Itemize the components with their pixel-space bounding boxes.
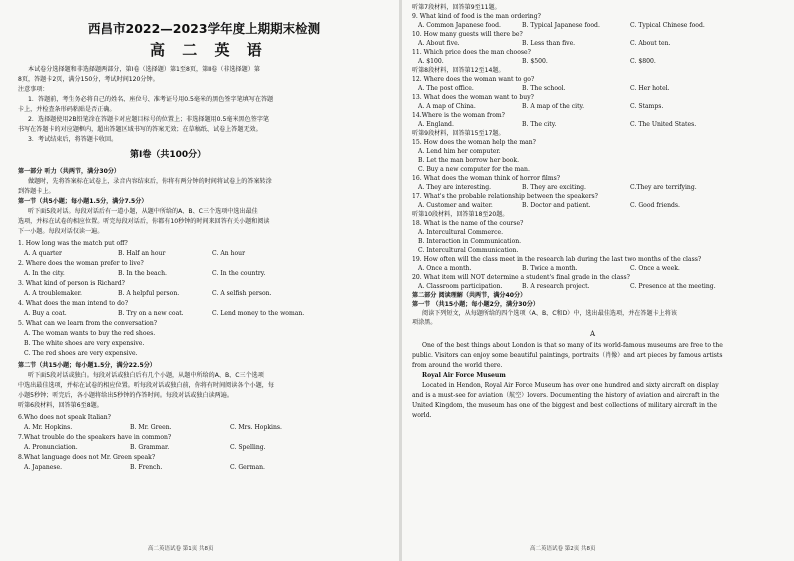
passage-line: One of the best things about London is that so many of its world-famous museums are free to the [422,342,723,349]
sec2-line: 听下面5段对话或独白。每段对话或独白后有几个小题，从题中所给的A、B、C三个选项 [28,372,264,379]
option-c: C. Good friends. [630,202,680,209]
question: 14.Where is the woman from? [412,112,505,119]
option-b: B. Twice a month. [522,265,578,272]
option-a: A. Buy a coat. [24,310,67,317]
instruction-line: 听第7段材料，回答第9至11题。 [412,4,501,11]
option-a: A. Lend him her computer. [418,148,501,155]
option-a: A. Mr. Hopkins. [24,424,73,431]
option-c: C. Mrs. Hopkins. [230,424,282,431]
page-footer: 高二英语试卷 第1页 共8页 [148,546,214,552]
option-a: A. The post office. [418,85,474,92]
option-c: C. Lend money to the woman. [212,310,305,317]
intro-line: 本试卷分选择题和非选择题两部分，第Ⅰ卷（选择题）第1至8页，第Ⅱ卷（非选择题）第 [28,66,260,73]
option-b: B. $500. [522,58,548,65]
option-b: B. The school. [522,85,566,92]
option-c: C. Buy a new computer for the man. [418,166,530,173]
option-c: C. Her hotel. [630,85,670,92]
intro-line: 1．答题前，考生务必将自己的姓名、座位号、准考证号用0.5毫米的黑色签字笔填写在答题 [28,96,274,103]
exam-subject: 高 二 英 语 [150,41,268,59]
part2-sec1-heading: 第一节 （共15小题；每小题2分，满分30分） [412,301,539,308]
question: 17. What's the probable relationship between the speakers? [412,193,598,200]
part1-line: 做题时，先将答案标在试卷上，录音内容结束后，你将有两分钟的时间将试卷上的答案转涂 [28,178,272,185]
option-b: B. Doctor and patient. [522,202,591,209]
part2-instruction: 项涂黑。 [412,319,437,326]
option-c: C. The United States. [630,121,697,128]
sec1-line: 下一小题。每段对话仅读一遍。 [18,228,104,235]
option-c: C. Typical Chinese food. [630,22,705,29]
option-a: A. They are interesting. [418,184,492,191]
instruction-line: 听第9段材料，回答第15至17题。 [412,130,505,137]
option-b: B. Mr. Green. [130,424,172,431]
option-b: B. Typical Japanese food. [522,22,600,29]
intro-line: 8页，答题卡2页，满分150分，考试时间120分钟。 [18,76,159,83]
option-c: C. A selfish person. [212,290,272,297]
option-c: C. In the country. [212,270,266,277]
question: 20. What item will NOT determine a student's final grade in the class? [412,274,630,281]
sec1-line: 选项，并标在试卷的相应位置。听完每段对话后，你都有10秒钟的时间来回答有关小题和阅读 [18,218,270,225]
passage-label: A [590,330,596,338]
option-a: A. $100. [418,58,444,65]
question: 10. How many guests will there be? [412,31,523,38]
option-c: C. An hour [212,250,246,257]
question: 8.What language does not Mr. Green speak? [18,454,156,461]
instruction-line: 听第10段材料，回答第18至20题。 [412,211,509,218]
option-c: C. Intercultural Communication. [418,247,519,254]
question: 16. What does the woman think of horror films? [412,175,561,182]
option-a: A. Common Japanese food. [418,22,501,29]
part2-heading: 第二部分 阅读理解（共两节，满分40分） [412,292,527,299]
question: 5. What can we learn from the conversation? [18,320,158,327]
option-a: A. The woman wants to buy the red shoes. [24,330,156,337]
passage-line: from around the world there. [412,362,503,369]
option-b: B. The white shoes are very expensive. [24,340,145,347]
option-c: C. Spelling. [230,444,266,451]
part1-heading: 第一部分 听力（共两节，满分30分） [18,168,121,175]
option-a: A. Intercultural Commerce. [418,229,504,236]
option-b: B. They are exciting. [522,184,586,191]
option-b: B. A research project. [522,283,590,290]
passage-line: world. [412,412,432,419]
option-b: B. Try on a new coat. [118,310,184,317]
question: 9. What kind of food is the man ordering? [412,13,541,20]
question: 6.Who does not speak Italian? [18,414,111,421]
option-b: B. French. [130,464,163,471]
option-a: A. Japanese. [24,464,63,471]
sec1-heading: 第一节（共5小题；每小题1.5分，满分7.5分） [18,198,148,205]
sec2-line: 听第6段材料，回答第6至8题。 [18,402,103,409]
section-juan1: 第Ⅰ卷（共100分） [130,150,207,160]
page-footer: 高二英语试卷 第2页 共8页 [530,546,596,552]
option-a: A. A quarter [24,250,62,257]
question: 13. What does the woman want to buy? [412,94,534,101]
option-b: B. The city. [522,121,557,128]
option-c: C.They are terrifying. [630,184,697,191]
question: 12. Where does the woman want to go? [412,76,535,83]
sec2-heading: 第二节（共15小题；每小题1.5分，满分22.5分） [18,362,156,369]
option-c: C. Stamps. [630,103,664,110]
option-c: C. German. [230,464,265,471]
sec1-line: 听下面5段对话。每段对话后有一道小题，从题中所给的A、B、C三个选项中选出最佳 [28,208,258,215]
intro-line: 书写在答题卡的对应题框内，超出答题区域书写的答案无效；在草稿纸、试卷上答题无效。 [18,126,262,133]
question: 19. How often will the class meet in the research lab during the last two months of the class? [412,256,702,263]
option-b: B. Grammar. [130,444,170,451]
option-a: A. Classroom participation. [418,283,503,290]
question: 3. What kind of person is Richard? [18,280,125,287]
option-b: B. Less than five. [522,40,576,47]
intro-line: 2．选择题使用2B铅笔涂在答题卡对应题目标号的位置上；非选择题用0.5毫米黑色签字笔 [28,116,270,123]
question: 15. How does the woman help the man? [412,139,536,146]
option-a: A. In the city. [24,270,65,277]
option-b: B. A map of the city. [522,103,585,110]
intro-line: 3．考试结束后，将答题卡收回。 [28,136,118,143]
option-a: A. England. [418,121,454,128]
question: 18. What is the name of the course? [412,220,524,227]
passage-line: and is a must-see for aviation（航空）lovers. Documenting the history of aviation and aircraft in the [412,392,720,399]
option-b: B. Interaction in Communication. [418,238,522,245]
part2-instruction: 阅读下列短文，从每题所给的四个选项（A、B、C和D）中，选出最佳选项，并在答题卡上将该 [422,310,677,317]
option-a: A. About five. [418,40,460,47]
question: 11. Which price does the man choose? [412,49,531,56]
option-c: C. The red shoes are very expensive. [24,350,138,357]
option-a: A. A troublemaker. [24,290,82,297]
option-a: A. Once a month. [418,265,472,272]
option-a: A. Customer and waiter. [418,202,493,209]
question: 1. How long was the match put off? [18,240,128,247]
passage-line: Located in Hendon, Royal Air Force Museum has over one hundred and sixty aircraft on display [422,382,719,389]
option-a: A. Pronunciation. [24,444,78,451]
passage-heading: Royal Air Force Museum [422,372,506,379]
option-c: C. Presence at the meeting. [630,283,716,290]
intro-line: 注意事项： [18,86,49,93]
option-b: B. A helpful person. [118,290,180,297]
question: 7.What trouble do the speakers have in common? [18,434,172,441]
sec2-line: 中选出最佳选项，并标在试卷的相应位置。听每段对话或独白前，你将有时间阅读各个小题，每 [18,382,274,389]
option-c: C. Once a week. [630,265,680,272]
passage-line: public. Visitors can enjoy some beautiful paintings, portraits（肖像）and art pieces by famous artists [412,352,723,359]
right-page [402,0,794,561]
option-a: A. A map of China. [418,103,476,110]
question: 2. Where does the woman prefer to live? [18,260,144,267]
option-c: C. $800. [630,58,656,65]
instruction-line: 听第8段材料，回答第12至14题。 [412,67,505,74]
part1-line: 到答题卡上。 [18,188,55,195]
passage-line: United Kingdom, the museum has one of the biggest and best collections of military aircraft in the [412,402,717,409]
option-c: C. About ten. [630,40,671,47]
option-b: B. Half an hour [118,250,166,257]
option-b: B. In the beach. [118,270,167,277]
question: 4. What does the man intend to do? [18,300,128,307]
intro-line: 卡上，并检查条形码粘贴是否正确。 [18,106,116,113]
sec2-line: 小题5秒钟；听完后，各小题将给出5秒钟的作答时间。每段对话或独白读两遍。 [18,392,233,399]
option-b: B. Let the man borrow her book. [418,157,520,164]
exam-title: 西昌市2022—2023学年度上期期末检测 [88,21,321,36]
